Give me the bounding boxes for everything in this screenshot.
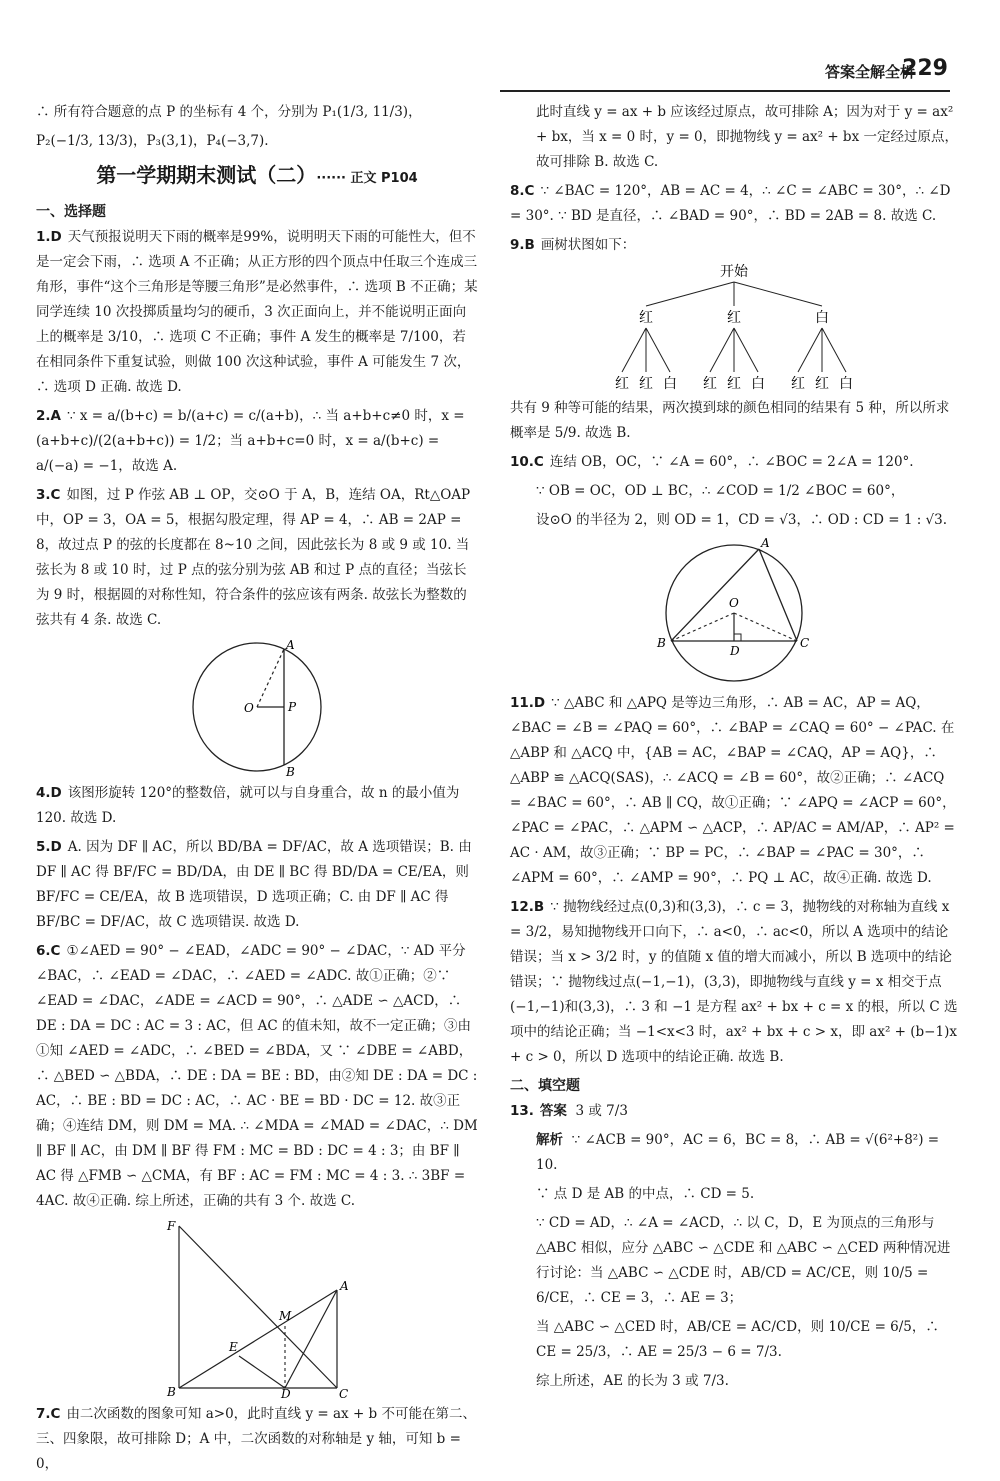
question-9 bbox=[510, 233, 958, 258]
q5-number: 5.D bbox=[36, 839, 62, 855]
fig10-label-c: C bbox=[800, 636, 810, 650]
tree-branch bbox=[798, 328, 822, 372]
q13-solution-1 bbox=[510, 1128, 958, 1178]
question-1 bbox=[36, 225, 478, 400]
q13-answer-label: 答案 bbox=[539, 1103, 567, 1119]
question-12 bbox=[510, 895, 958, 1070]
header-title: 答案全解全析 bbox=[824, 63, 915, 81]
fig6-segment-ba bbox=[179, 1290, 337, 1388]
q10-text: 连结 OB，OC，∵ ∠A = 60°，∴ ∠BOC = 2∠A = 120°. bbox=[549, 454, 914, 470]
right-column bbox=[510, 100, 958, 1398]
q9-number: 9.B bbox=[510, 237, 535, 253]
figure-q6-triangle bbox=[157, 1218, 357, 1398]
tree-branch bbox=[646, 328, 670, 372]
q2-text: ∵ x = a/(b+c) = b/(a+c) = c/(a+b)，∴ 当 a+b+c≠0 时，x = (a+b+c)/(2(a+b+c)) = 1/2；当 a+b+c=0 时，x = a/(b+c) = a/(−a) = −1，故选 A. bbox=[36, 408, 465, 474]
q10-line-3: 设⊙O 的半径为 2，则 OD = 1，CD = √3，∴ OD : CD = 1 : √3. bbox=[536, 512, 948, 528]
q12-text: ∵ 抛物线经过点(0,3)和(3,3)，∴ c = 3，抛物线的对称轴为直线 x = 3/2，易知抛物线开口向下，∴ a<0，∴ ac<0，所以 A 选项中的结论错误；当 x > 3/2 时，y 的值随 x 值的增大而减小，所以 B 选项中的结论错误；∵ 抛物线过点(−1,−1)，(3,3)，即抛物线与直线 y = x 相交于点(−1,−1)和(3,3)，∴ 3 和 −1 是方程 ax² + bx + c = x 的根，所以 C 选项中的结论正确；当 −1<x<3 时，ax² + bx + c > x，即 ax² + (b−1)x + c > 0，所以 D 选项中的结论正确. 故选 B. bbox=[510, 899, 958, 1065]
question-8 bbox=[510, 179, 958, 229]
q9-text: 画树状图如下： bbox=[540, 237, 636, 253]
q13-solution-label: 解析 bbox=[536, 1132, 563, 1148]
fig6-label-a: A bbox=[340, 1279, 349, 1293]
q6-text: ①∠AED = 90° − ∠EAD，∠ADC = 90° − ∠DAC，∵ AD 平分 ∠BAC，∴ ∠EAD = ∠DAC，∴ ∠AED = ∠ADC. 故①正确；②∵ ∠EAD = ∠DAC，∠ADE = ∠ACD = 90°，∴ △ADE ∽ △ACD，∴ DE : DA = DC : AC = 3 : AC，但 AC 的值未知，故不一定正确；③由①知 ∠AED = ∠ADC，∴ ∠BED = ∠BDA，又 ∵ ∠DBE = ∠ABD，∴ △BED ∽ △BDA，∴ DE : DA = BE : BD，由②知 DE : DA = DC : AC，∴ BE : BD = DC : AC，∴ AC · BE = BD · DC = 12. 故③正确；④连结 DM，则 DM = MA. ∴ ∠MDA = ∠MAD = ∠DAC，∴ DM ∥ BF ∥ AC，由 DM ∥ BF 得 FM : MC = BD : DC = 4 : 3；由 BF ∥ AC 得 △FMB ∽ △CMA，有 BF : AC = FM : MC = 4 : 3. ∴ 3BF = 4AC. 故④正确. 综上所述，正确的共有 3 个. 故选 C. bbox=[36, 943, 478, 1209]
tree-level1-item: 红 bbox=[639, 310, 653, 326]
fig6-label-c: C bbox=[339, 1387, 349, 1398]
tree-level2-item: 白 bbox=[663, 376, 677, 392]
tree-level2-item: 白 bbox=[751, 376, 765, 392]
q10-line-2: ∵ OB = OC，OD ⊥ BC，∴ ∠COD = 1/2 ∠BOC = 60°， bbox=[536, 483, 905, 499]
tree-branch bbox=[710, 328, 734, 372]
section-title bbox=[36, 160, 478, 194]
question-11 bbox=[510, 691, 958, 891]
fig3-label-p: P bbox=[288, 700, 297, 714]
q10-number: 10.C bbox=[510, 454, 544, 470]
intro-line-1: ∴ 所有符合题意的点 P 的坐标有 4 个，分别为 P₁(1/3, 11/3)， bbox=[36, 104, 422, 120]
q1-number: 1.D bbox=[36, 229, 62, 245]
tree-level1-item: 白 bbox=[815, 310, 829, 326]
header-rule bbox=[500, 90, 950, 92]
tree-level2-item: 红 bbox=[703, 376, 717, 392]
question-2 bbox=[36, 404, 478, 479]
q4-text: 该图形旋转 120°的整数倍，就可以与自身重合，故 n 的最小值为 120. 故选 D. bbox=[36, 785, 460, 826]
fig10-segment-ob bbox=[671, 613, 734, 641]
tree-branch bbox=[734, 282, 822, 306]
fig6-segment-fc bbox=[179, 1226, 337, 1388]
q4-number: 4.D bbox=[36, 785, 62, 801]
q13-number: 13. bbox=[510, 1103, 534, 1119]
q11-number: 11.D bbox=[510, 695, 546, 711]
q3-text: 如图，过 P 作弦 AB ⊥ OP，交⊙O 于 A，B，连结 OA，Rt△OAP 中，OP = 3，OA = 5，根据勾股定理，得 AP = 4，∴ AB = 2AP = 8，故过点 P 的弦的长度都在 8~10 之间，因此弦长为 8 或 9 或 10. 当弦长为 8 或 10 时，过 P 点的弦分别为弦 AB 和过 P 点的直径；当弦长为 9 时，根据圆的对称性知，符合条件的弦应该有两条. 故弦长为整数的弦共有 4 条. 故选 C. bbox=[36, 487, 471, 628]
fig6-label-m: M bbox=[279, 1309, 292, 1323]
q13-solution-2: ∵ 点 D 是 AB 的中点，∴ CD = 5. bbox=[536, 1186, 755, 1202]
fig6-label-f: F bbox=[167, 1219, 176, 1233]
fig6-label-b: B bbox=[167, 1385, 176, 1398]
tree-level2-item: 红 bbox=[615, 376, 629, 392]
fig6-segment-ad bbox=[285, 1290, 337, 1388]
q13-solution-5: 综上所述，AE 的长为 3 或 7/3. bbox=[536, 1373, 729, 1389]
question-4 bbox=[36, 781, 478, 831]
q13-solution-3: ∵ CD = AD，∴ ∠A = ∠ACD，∴ 以 C，D，E 为顶点的三角形与 △ABC 相似，应分 △ABC ∽ △CDE 和 △ABC ∽ △CED 两种情况进行讨论：当 △ABC ∽ △CDE 时，AB/CD = AC/CE，则 10/5 = 6/CE，∴ CE = 3，∴ AE = 3； bbox=[536, 1215, 951, 1306]
tree-level2-item: 红 bbox=[639, 376, 653, 392]
fig10-label-d: D bbox=[730, 644, 740, 658]
q2-number: 2.A bbox=[36, 408, 61, 424]
fig10-segment-ac bbox=[759, 549, 797, 641]
fig10-label-b: B bbox=[657, 636, 666, 650]
tree-level2-item: 白 bbox=[839, 376, 853, 392]
q8-number: 8.C bbox=[510, 183, 535, 199]
left-column bbox=[36, 100, 478, 1481]
tree-branch bbox=[822, 328, 846, 372]
question-13 bbox=[510, 1099, 958, 1124]
fig10-label-a: A bbox=[761, 537, 770, 550]
q7-number: 7.C bbox=[36, 1406, 61, 1422]
q1-text: 天气预报说明天下雨的概率是99%，说明明天下雨的可能性大，但不是一定会下雨，∴ 选项 A 不正确；从正方形的四个顶点中任取三个连成三角形，事件“这个三角形是等腰三角形”是必然事件，∴ 选项 B 不正确；某同学连续 10 次投掷质量均匀的硬币，3 次正面向上，并不能说明正面向上的概率是 3/10，∴ 选项 C 不正确；事件 A 发生的概率是 7/100，若在相同条件下重复试验，则做 100 次这种试验，事件 A 可能发生 7 次，∴ 选项 D 正确. 故选 D. bbox=[36, 229, 478, 395]
fig10-segment-ab bbox=[671, 549, 759, 641]
q13-solution-4: 当 △ABC ∽ △CED 时，AB/CE = AC/CD，则 10/CE = 6/5，∴ CE = 25/3，∴ AE = 25/3 − 6 = 7/3. bbox=[536, 1319, 939, 1360]
q7-text: 由二次函数的图象可知 a>0，此时直线 y = ax + b 不可能在第二、三、四象限，故可排除 D；A 中，二次函数的对称轴是 y 轴，可知 b = 0， bbox=[36, 1406, 476, 1472]
question-3 bbox=[36, 483, 478, 633]
tree-level2-item: 红 bbox=[727, 376, 741, 392]
fig10-label-o: O bbox=[729, 596, 739, 610]
tree-level2-item: 红 bbox=[815, 376, 829, 392]
q8-text: ∵ ∠BAC = 120°，AB = AC = 4，∴ ∠C = ∠ABC = 30°，∴ ∠D = 30°. ∵ BD 是直径，∴ ∠BAD = 90°，∴ BD = 2AB = 8. 故选 C. bbox=[510, 183, 951, 224]
fig6-segment-de bbox=[239, 1356, 285, 1388]
q6-number: 6.C bbox=[36, 943, 61, 959]
page-number: 229 bbox=[902, 56, 948, 81]
part2-heading: 二、填空题 bbox=[510, 1078, 580, 1094]
q3-number: 3.C bbox=[36, 487, 61, 503]
q11-text: ∵ △ABC 和 △APQ 是等边三角形，∴ AB = AC，AP = AQ，∠BAC = ∠B = ∠PAQ = 60°，∴ ∠BAP = ∠CAQ = 60° − ∠PAC. 在 △ABP 和 △ACQ 中，{AB = AC，∠BAP = ∠CAQ，AP = AQ}，∴ △ABP ≌ △ACQ(SAS)，∴ ∠ACQ = ∠B = 60°，故②正确；∴ ∠ACQ = ∠BAC = 60°，∴ AB ∥ CQ，故①正确；∵ ∠APQ = ∠ACP = 60°，∠PAC = ∠PAC，∴ △APM ∽ △ACP，∴ AP/AC = AM/AP，∴ AP² = AC · AM，故③正确；∵ BP = PC，∴ ∠BAP = ∠PAC = 30°，∴ ∠APM = 60°，∴ ∠AMP = 90°，∴ PQ ⊥ AC，故④正确. 故选 D. bbox=[510, 695, 956, 886]
q7-continuation: 此时直线 y = ax + b 应该经过原点，故可排除 A；因为对于 y = ax² + bx，当 x = 0 时，y = 0，即抛物线 y = ax² + bx 一定经过原点，故可排除 B. 故选 C. bbox=[536, 104, 958, 170]
fig6-label-e: E bbox=[229, 1340, 238, 1354]
section-page-ref: ······ 正文 P104 bbox=[316, 171, 418, 186]
fig3-label-a: A bbox=[286, 638, 295, 652]
part1-heading: 一、选择题 bbox=[36, 204, 106, 220]
tree-level1-item: 红 bbox=[727, 310, 741, 326]
question-10 bbox=[510, 450, 958, 475]
tree-branch bbox=[646, 282, 734, 306]
tree-level2-item: 红 bbox=[791, 376, 805, 392]
question-6 bbox=[36, 939, 478, 1214]
figure-q10-circle bbox=[649, 537, 819, 687]
section-title-text: 第一学期期末测试（二） bbox=[96, 163, 307, 187]
fig10-right-angle-mark bbox=[734, 634, 741, 641]
fig3-label-o: O bbox=[244, 701, 254, 715]
q5-text: A. 因为 DF ∥ AC，所以 BD/BA = DF/AC，故 A 选项错误；B. 由 DF ∥ AC 得 BF/FC = BD/DA，由 DE ∥ BC 得 BD/DA = CE/EA，则 BF/FC = CE/EA，故 B 选项错误，D 选项正确；C. 由 DF ∥ AC 得 BF/BC = DF/AC，故 C 选项错误. 故选 D. bbox=[36, 839, 472, 930]
tree-branch bbox=[734, 328, 758, 372]
figure-q9-tree-diagram bbox=[604, 262, 864, 392]
q9-conclusion: 共有 9 种等可能的结果，两次摸到球的颜色相同的结果有 5 种，所以所求概率是 5/9. 故选 B. bbox=[510, 400, 950, 441]
intro-line-2: P₂(−1/3, 13/3)，P₃(3,1)，P₄(−3,7). bbox=[36, 133, 269, 149]
question-7 bbox=[36, 1402, 478, 1477]
fig3-label-b: B bbox=[286, 765, 295, 777]
fig6-label-d: D bbox=[281, 1387, 291, 1398]
q13-solution-1-text: ∵ ∠ACB = 90°，AC = 6，BC = 8，∴ AB = √(6²+8²) = 10. bbox=[536, 1132, 940, 1173]
tree-branch bbox=[622, 328, 646, 372]
q12-number: 12.B bbox=[510, 899, 545, 915]
q13-answer: 3 或 7/3 bbox=[575, 1103, 628, 1119]
fig3-segment-oa bbox=[257, 649, 284, 707]
figure-q3-circle bbox=[172, 637, 342, 777]
tree-root: 开始 bbox=[720, 264, 748, 280]
question-5 bbox=[36, 835, 478, 935]
